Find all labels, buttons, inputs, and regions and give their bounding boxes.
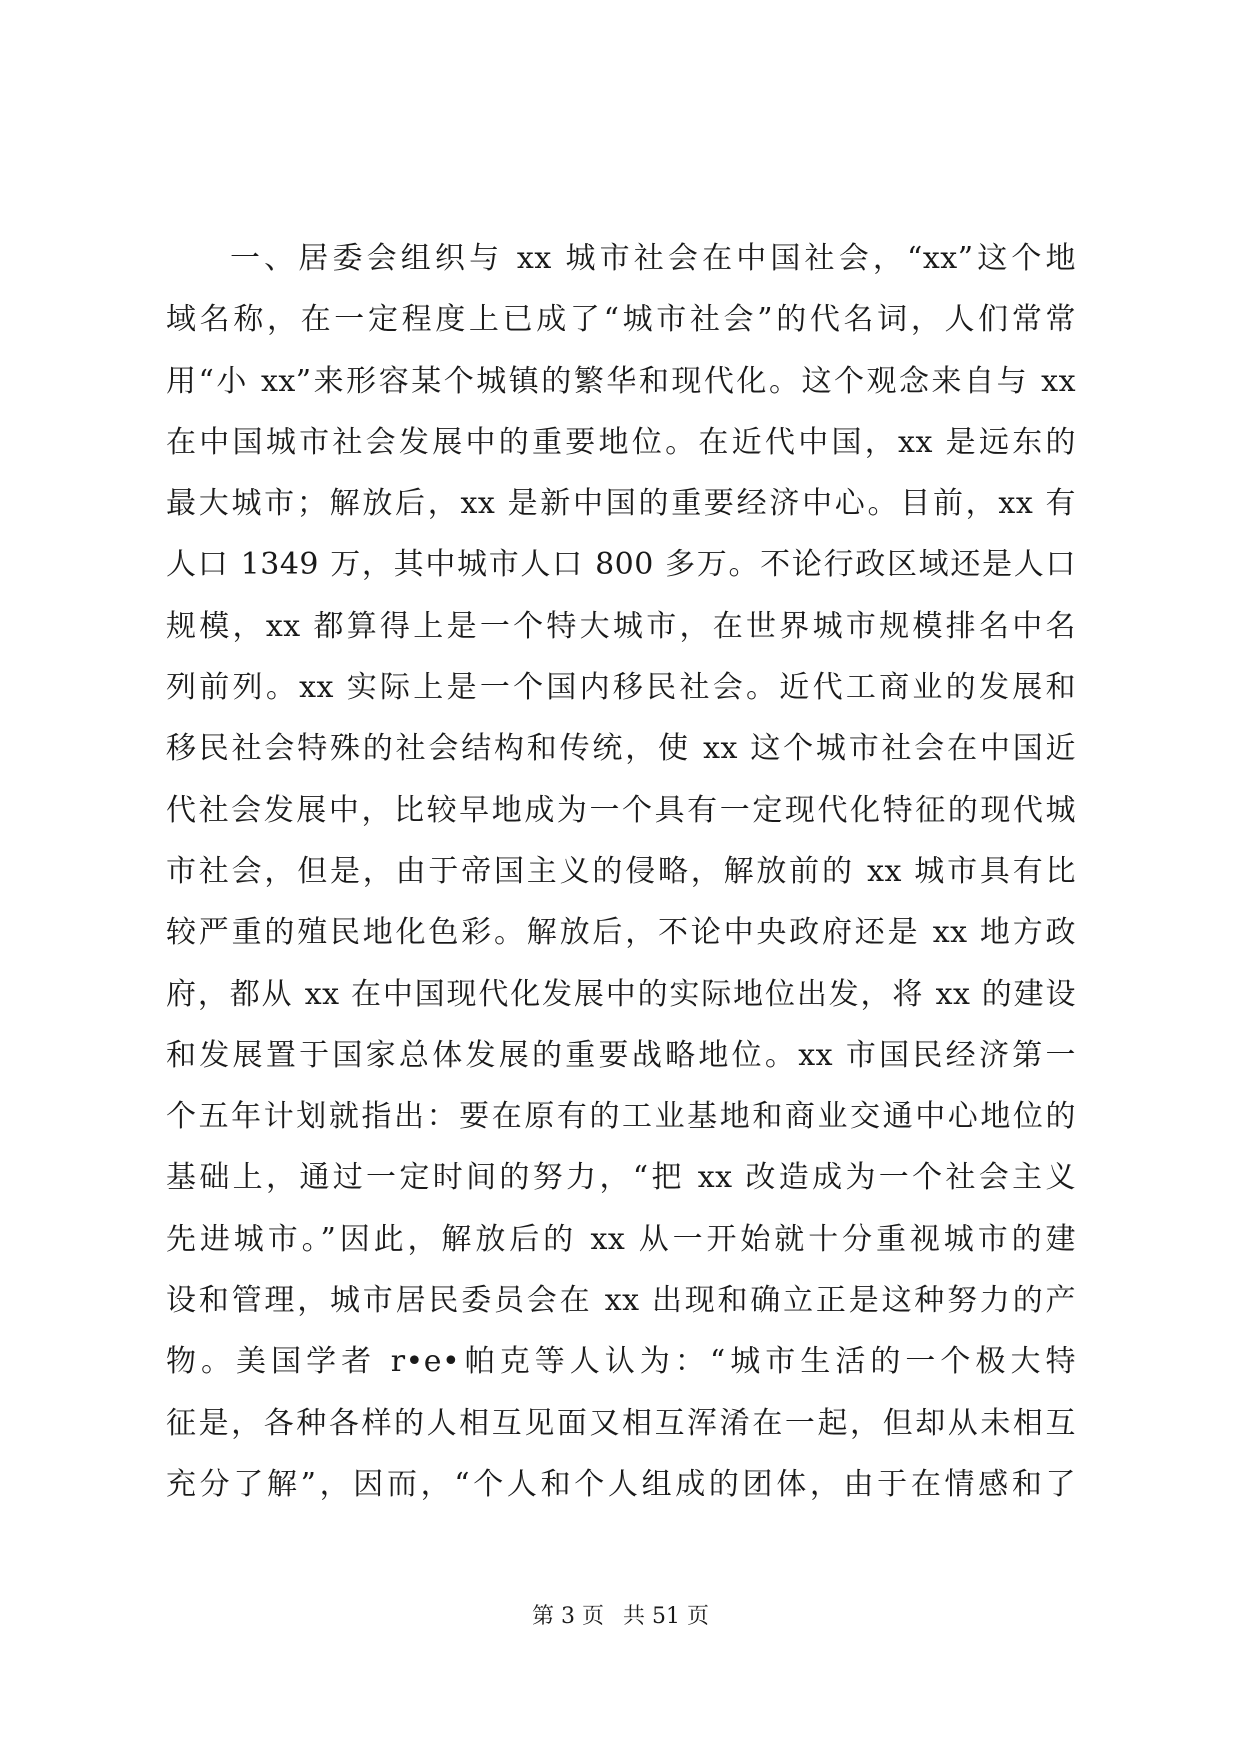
text-line: 基础上，通过一定时间的努力，“把 xx 改造成为一个社会主义: [166, 1160, 1076, 1196]
text-line: 充分了解”，因而，“个人和个人组成的团体，由于在情感和了: [166, 1466, 1076, 1502]
page-total: 共 51 页: [623, 1604, 709, 1629]
text-line: 域名称，在一定程度上已成了“城市社会”的代名词，人们常常: [166, 302, 1076, 338]
text-line: 列前列。xx 实际上是一个国内移民社会。近代工商业的发展和: [166, 670, 1076, 706]
text-line: 最大城市；解放后，xx 是新中国的重要经济中心。目前，xx 有: [166, 486, 1076, 522]
text-line: 一、居委会组织与 xx 城市社会在中国社会，“xx”这个地: [230, 241, 1076, 276]
text-line: 市社会，但是，由于帝国主义的侵略，解放前的 xx 城市具有比: [166, 853, 1076, 889]
page-number: 第 3 页: [532, 1604, 604, 1629]
text-line: 设和管理，城市居民委员会在 xx 出现和确立正是这种努力的产: [166, 1283, 1076, 1319]
text-line: 和发展置于国家总体发展的重要战略地位。xx 市国民经济第一: [166, 1037, 1076, 1073]
text-line: 规模，xx 都算得上是一个特大城市，在世界城市规模排名中名: [166, 608, 1076, 644]
text-line: 较严重的殖民地化色彩。解放后，不论中央政府还是 xx 地方政: [166, 915, 1076, 951]
text-line: 先进城市。”因此，解放后的 xx 从一开始就十分重视城市的建: [166, 1221, 1076, 1257]
text-line: 物。美国学者 r•e•帕克等人认为：“城市生活的一个极大特: [166, 1344, 1076, 1380]
text-line: 在中国城市社会发展中的重要地位。在近代中国，xx 是远东的: [166, 424, 1076, 460]
text-line: 人口 1349 万，其中城市人口 800 多万。不论行政区域还是人口: [166, 547, 1076, 583]
body-paragraph: [166, 228, 1076, 1515]
text-line: 代社会发展中，比较早地成为一个具有一定现代化特征的现代城: [166, 792, 1076, 828]
text-line: 移民社会特殊的社会结构和传统，使 xx 这个城市社会在中国近: [166, 731, 1076, 767]
text-line: 府，都从 xx 在中国现代化发展中的实际地位出发，将 xx 的建设: [166, 976, 1076, 1012]
text-line: 个五年计划就指出：要在原有的工业基地和商业交通中心地位的: [166, 1099, 1076, 1135]
text-line: 用“小 xx”来形容某个城镇的繁华和现代化。这个观念来自与 xx: [166, 363, 1076, 399]
text-line: 征是，各种各样的人相互见面又相互浑淆在一起，但却从未相互: [166, 1405, 1076, 1441]
page-footer: [0, 1602, 1241, 1632]
